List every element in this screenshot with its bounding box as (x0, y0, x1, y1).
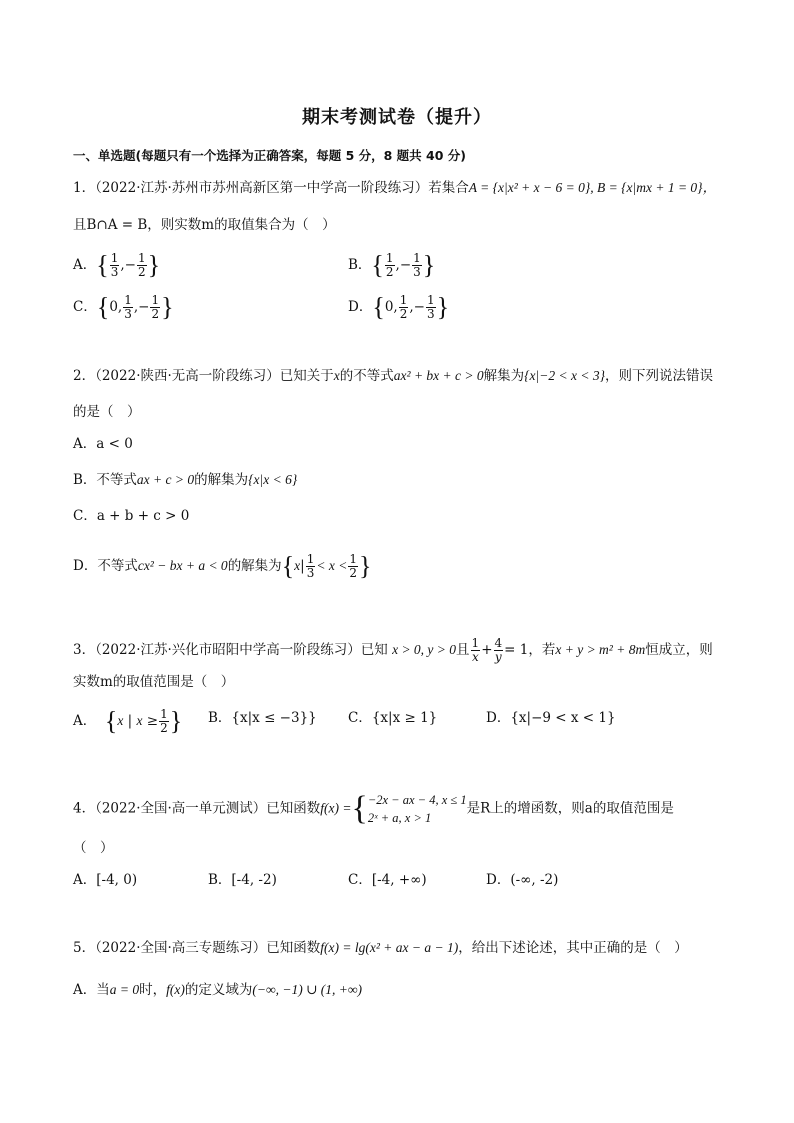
q4-line1: 4．（2022·全国·高一单元测试）已知函数f(x) ={ −2x − ax − 4, x ≤ 1 2ˣ + a, x > 1 是R上的增函数，则a的取值范围是 (73, 790, 674, 827)
q2-line1: 2．（2022·陕西·无高一阶段练习）已知关于x的不等式ax² + bx + c > 0解集为{x|−2 < x < 3}，则下列说法错误 (73, 368, 713, 384)
q2-option-d: D．不等式cx² − bx + a < 0的解集为{x| $\frac{1}{3}$ < x < $\frac{1}{2}$ } (73, 551, 372, 581)
q1-line1 (73, 178, 716, 198)
q5-line1: 5．（2022·全国·高三专题练习）已知函数f(x) = lg(x² + ax − a − 1)，给出下述论述，其中正确的是（ ） (73, 940, 688, 956)
q3-option-c: C．{x|x ≥ 1} (348, 710, 438, 726)
q2-solution: {x|−2 < x < 3} (524, 368, 605, 383)
q2-option-a: A．a < 0 (73, 436, 133, 452)
q1-option-d: D．{0, $\frac{1}{2}$ ,− $\frac{1}{3}$ } (348, 292, 450, 322)
q1-option-c: C．{0, $\frac{1}{3}$ ,− $\frac{1}{2}$ } (73, 292, 174, 322)
q4-option-c: C．[-4, +∞) (348, 872, 427, 888)
frac: $\frac{1}{3}$ (110, 251, 119, 279)
q1-option-a: A．{ $\frac{1}{3}$ ,− $\frac{1}{2}$ } (73, 250, 161, 280)
q1-line2: 且B∩A = B，则实数m的取值集合为（ ） (73, 217, 336, 233)
q4-piecewise: { −2x − ax − 4, x ≤ 1 2ˣ + a, x > 1 (351, 790, 467, 827)
q3-option-b: B．{x|x ≤ −3}} (208, 710, 317, 726)
q4-option-a: A．[-4, 0) (73, 872, 138, 888)
q3-line2: 实数m的取值范围是（ ） (73, 674, 235, 690)
q2-inequality: ax² + bx + c > 0 (393, 368, 484, 383)
q3-option-d: D．{x|−9 < x < 1} (486, 710, 616, 726)
q3-option-a: A． {x | x ≥ $\frac{1}{2}$ } (73, 706, 183, 736)
q3-line1: 3．（2022·江苏·兴化市昭阳中学高一阶段练习）已知 x > 0, y > 0且 $\frac{1}{x}$ + $\frac{4}{y}$ = 1，若x + y > m² + 8m恒成立，则 (73, 636, 713, 664)
q4-line2: （ ） (73, 840, 114, 856)
q1-option-b: B．{ $\frac{1}{2}$ ,− $\frac{1}{3}$ } (348, 250, 436, 280)
page-title: 期末考测试卷（提升） (302, 107, 492, 128)
q2-line2: 的是（ ） (73, 404, 141, 420)
q4-option-b: B．[-4, -2) (208, 872, 277, 888)
q1-setB: , B = {x|mx + 1 = 0}， (590, 180, 717, 195)
q2-option-b: B．不等式ax + c > 0的解集为{x|x < 6} (73, 472, 298, 488)
q4-option-d: D．(-∞, -2) (486, 872, 559, 888)
q2-option-c: C．a + b + c > 0 (73, 508, 190, 524)
q5-option-a: A．当a = 0时，f(x)的定义域为(−∞, −1) ∪ (1, +∞) (73, 982, 362, 998)
section-heading: 一、单选题(每题只有一个选择为正确答案，每题 5 分，8 题共 40 分) (73, 148, 466, 163)
q1-setA: A = {x|x² + x − 6 = 0} (468, 180, 591, 195)
q1-prefix: 1．（2022·江苏·苏州市苏州高新区第一中学高一阶段练习）若集合 (73, 180, 469, 196)
